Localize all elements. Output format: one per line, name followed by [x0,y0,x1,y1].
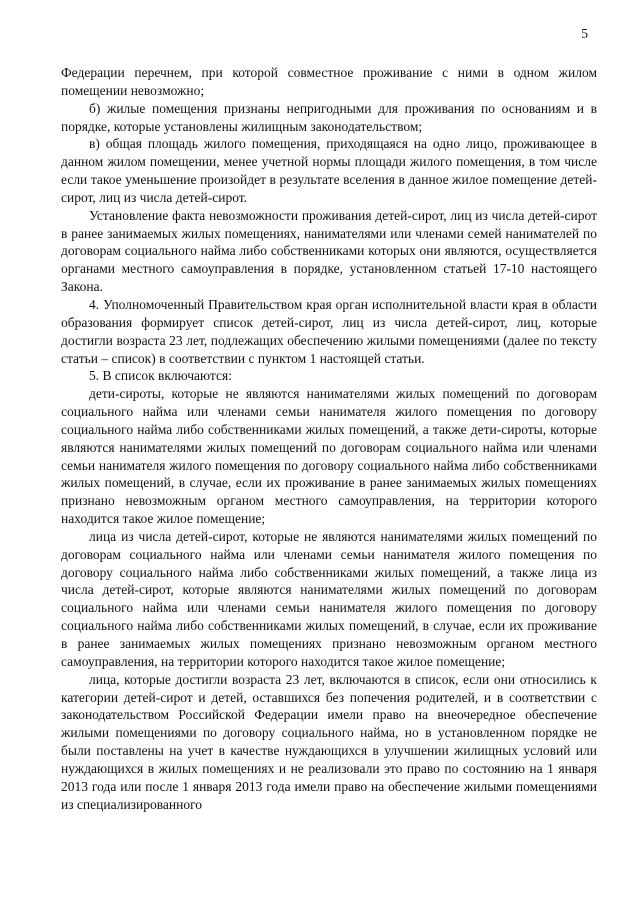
paragraph-continuation: Федерации перечнем, при которой совместное проживание с ними в одном жилом помещении невозможно; [61,65,597,98]
paragraph-item-v: в) общая площадь жилого помещения, приходящаяся на одно лицо, проживающее в данном жилом помещении, менее учетной нормы площади жилого помещения, в том числе если такое уменьшение произойдет в результате вселения в данное жилое помещение детей-сирот, лиц из числа детей-сирот. [61,136,597,205]
paragraph-over-23: лица, которые достигли возраста 23 лет, включаются в список, если они относились к категории детей-сирот и детей, оставшихся без попечения родителей, и в соответствии с законодательством Российской Федерации имели право на внеочередное обеспечение жилыми помещениями по договору социального найма, но в установленном порядке не были поставлены на учет в качестве нуждающихся в улучшении жилищных условий или нуждающихся в жилых помещениях и не реализовали это право по состоянию на 1 января 2013 года или после 1 января 2013 года имели право на обеспечение жилыми помещениями из специализированного [61,671,597,812]
paragraph-former-orphans: лица из числа детей-сирот, которые не являются нанимателями жилых помещений по договорам социального найма или членами семьи нанимателя жилого помещения по договору социального найма либо собственниками жилых помещений, а также лица из числа детей-сирот, которые являются нанимателями жилых помещений по договорам социального найма или членами семьи нанимателя жилого помещения по договору социального найма либо собственниками жилых помещений, в случае, если их проживание в ранее занимаемых жилых помещениях признано невозможным органом местного самоуправления, на территории которого находится такое жилое помещение; [61,528,597,669]
paragraph-orphans: дети-сироты, которые не являются нанимателями жилых помещений по договорам социального найма или членами семьи нанимателя жилого помещения по договору социального найма либо собственниками жилых помещений, а также дети-сироты, которые являются нанимателями жилых помещений по договорам социального найма или членами семьи нанимателя жилого помещения по договору социального найма либо собственниками жилых помещений, в случае, если их проживание в ранее занимаемых жилых помещениях признано невозможным органом местного самоуправления, на территории которого находится такое жилое помещение; [61,386,597,527]
document-body [61,64,597,813]
paragraph-impossibility-fact: Установление факта невозможности проживания детей-сирот, лиц из числа детей-сирот в ранее занимаемых жилых помещениях, нанимателями или членами семей нанимателей по договорам социального найма либо собственниками которых они являются, осуществляется органами местного самоуправления в порядке, установленном статьей 17-10 настоящего Закона. [61,207,597,295]
page-number: 5 [581,26,588,41]
paragraph-point-5: 5. В список включаются: [89,368,232,384]
paragraph-point-4: 4. Уполномоченный Правительством края орган исполнительной власти края в области образования формирует список детей-сирот, лиц из числа детей-сирот, лиц, которые достигли возраста 23 лет, подлежащих обеспечению жилыми помещениями (далее по тексту статьи – список) в соответствии с пунктом 1 настоящей статьи. [61,296,597,366]
paragraph-item-b: б) жилые помещения признаны непригодными для проживания по основаниям и в порядке, которые установлены жилищным законодательством; [61,100,597,134]
